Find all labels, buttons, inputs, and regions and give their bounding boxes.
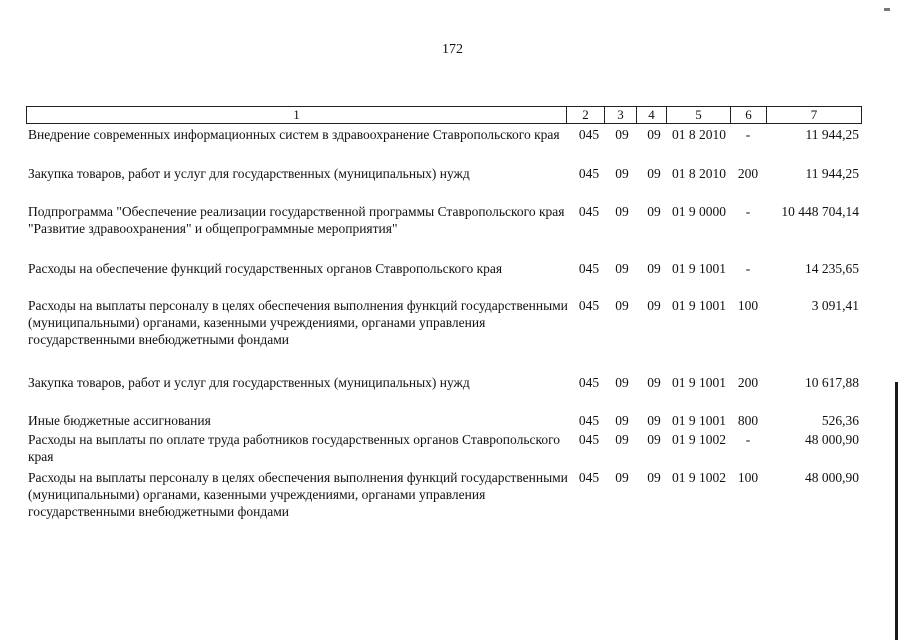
row-code-section: 09 <box>615 204 629 219</box>
row-code-target: 01 9 1001 <box>672 413 726 428</box>
row-code-target: 01 8 2010 <box>672 166 726 181</box>
row-name: Расходы на выплаты персоналу в целях обеспечения выполнения функций государственными (муниципальными) органами, казенными учреждениями, органами управления государственными внебюджетными фондами <box>28 470 568 519</box>
row-name: Расходы на обеспечение функций государственных органов Ставропольского края <box>28 261 503 276</box>
row-code-ministry: 045 <box>578 413 600 428</box>
row-code-target: 01 9 1002 <box>672 470 726 485</box>
row-code-subsection: 09 <box>647 413 661 428</box>
row-code-expense: - <box>745 432 751 447</box>
row-code-subsection: 09 <box>647 127 661 142</box>
row-code-subsection: 09 <box>647 375 661 390</box>
row-code-section: 09 <box>615 375 629 390</box>
header-col-6: 6 <box>731 107 767 123</box>
row-code-expense: 200 <box>737 375 759 390</box>
row-name: Внедрение современных информационных систем в здравоохранение Ставропольского края <box>28 127 560 142</box>
row-code-subsection: 09 <box>647 261 661 276</box>
row-code-expense: 200 <box>737 166 759 181</box>
row-code-subsection: 09 <box>647 470 661 485</box>
row-code-ministry: 045 <box>578 204 600 219</box>
table-header <box>26 106 862 124</box>
row-code-section: 09 <box>615 298 629 313</box>
row-code-ministry: 045 <box>578 166 600 181</box>
row-code-subsection: 09 <box>647 166 661 181</box>
row-code-target: 01 9 0000 <box>672 204 726 219</box>
row-amount: 526,36 <box>821 413 859 428</box>
row-code-expense: 100 <box>737 298 759 313</box>
scan-artifact <box>884 8 890 11</box>
row-code-target: 01 9 1001 <box>672 375 726 390</box>
row-name: Закупка товаров, работ и услуг для государственных (муниципальных) нужд <box>28 166 470 181</box>
row-code-expense: 100 <box>737 470 759 485</box>
row-amount: 11 944,25 <box>805 166 859 181</box>
row-code-ministry: 045 <box>578 470 600 485</box>
row-amount: 14 235,65 <box>805 261 859 276</box>
row-code-ministry: 045 <box>578 298 600 313</box>
row-code-expense: 800 <box>737 413 759 428</box>
header-col-3: 3 <box>605 107 637 123</box>
row-code-target: 01 9 1001 <box>672 261 726 276</box>
row-name: Подпрограмма "Обеспечение реализации государственной программы Ставропольского края "Развитие здравоохранения" и общепрограммные мероприятия" <box>28 204 565 236</box>
row-amount: 48 000,90 <box>805 470 859 485</box>
row-code-section: 09 <box>615 413 629 428</box>
row-name: Расходы на выплаты персоналу в целях обеспечения выполнения функций государственными (муниципальными) органами, казенными учреждениями, органами управления государственными внебюджетными фондами <box>28 298 568 347</box>
row-code-ministry: 045 <box>578 432 600 447</box>
row-code-expense: - <box>745 204 751 219</box>
row-code-subsection: 09 <box>647 204 661 219</box>
header-col-5: 5 <box>667 107 731 123</box>
header-col-4: 4 <box>637 107 667 123</box>
row-amount: 11 944,25 <box>805 127 859 142</box>
row-code-section: 09 <box>615 432 629 447</box>
header-col-7: 7 <box>810 107 818 122</box>
row-code-target: 01 8 2010 <box>672 127 726 142</box>
row-name: Расходы на выплаты по оплате труда работников государственных органов Ставропольского края <box>28 432 561 464</box>
header-col-2: 2 <box>567 107 605 123</box>
row-code-expense: - <box>745 127 751 142</box>
row-code-target: 01 9 1001 <box>672 298 726 313</box>
row-amount: 48 000,90 <box>805 432 859 447</box>
row-code-section: 09 <box>615 261 629 276</box>
row-code-section: 09 <box>615 166 629 181</box>
row-code-ministry: 045 <box>578 261 600 276</box>
row-code-ministry: 045 <box>578 127 600 142</box>
row-code-subsection: 09 <box>647 298 661 313</box>
page-number: 172 <box>442 42 463 57</box>
row-amount: 3 091,41 <box>811 298 859 313</box>
row-code-subsection: 09 <box>647 432 661 447</box>
scan-edge-line <box>895 382 898 640</box>
row-amount: 10 617,88 <box>805 375 859 390</box>
row-code-section: 09 <box>615 470 629 485</box>
row-code-target: 01 9 1002 <box>672 432 726 447</box>
row-code-expense: - <box>745 261 751 276</box>
row-name: Иные бюджетные ассигнования <box>28 413 211 428</box>
row-amount: 10 448 704,14 <box>781 204 859 219</box>
row-name: Закупка товаров, работ и услуг для государственных (муниципальных) нужд <box>28 375 470 390</box>
row-code-section: 09 <box>615 127 629 142</box>
header-col-1: 1 <box>27 107 567 123</box>
row-code-ministry: 045 <box>578 375 600 390</box>
